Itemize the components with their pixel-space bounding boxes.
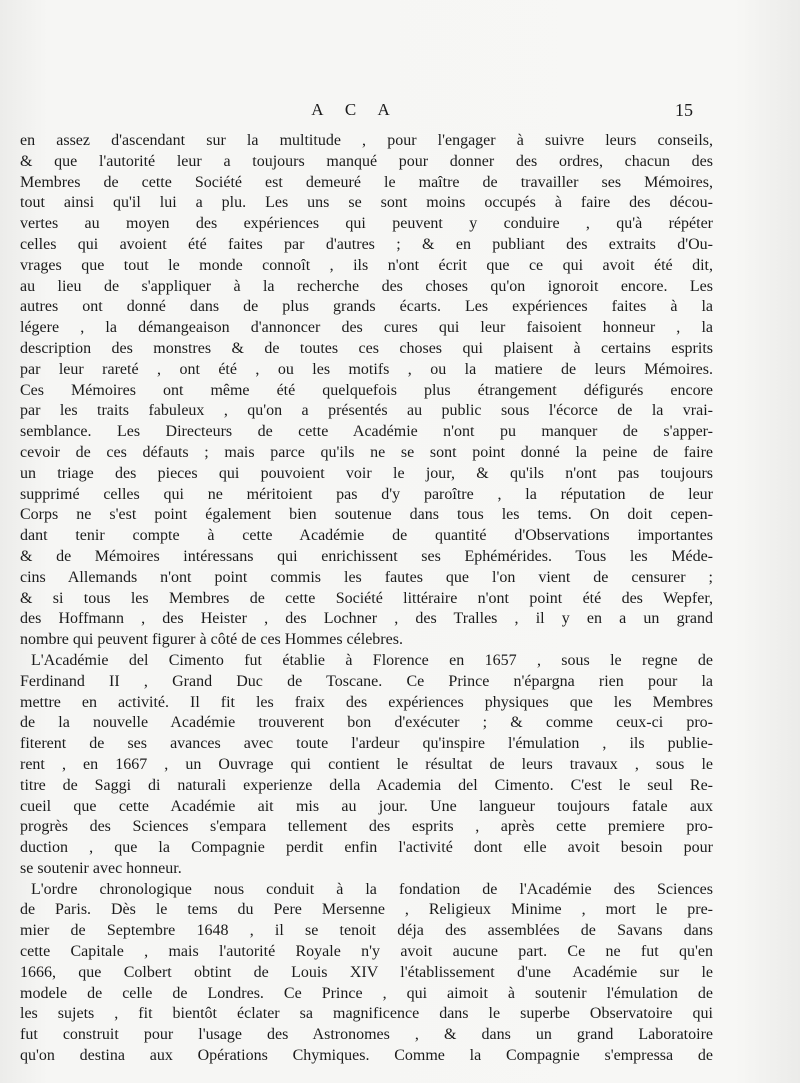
text-line: L'ordre chronologique nous conduit à la fondation de l'Académie des Sciences	[31, 880, 713, 898]
text-line: Membres de cette Société est demeuré le maître de travailler ses Mémoires,	[20, 173, 713, 191]
page-number: 15	[675, 100, 693, 120]
text-line: fiterent de ses avances avec toute l'ardeur qu'inspire l'émulation , ils publie-	[20, 735, 713, 753]
text-line: & que l'autorité leur a toujours manqué pour donner des ordres, chacun des	[20, 152, 713, 170]
text-line: mier de Septembre 1648 , il se tenoit déja des assemblées de Savans dans	[20, 922, 713, 940]
text-line: au lieu de s'appliquer à la recherche des choses qu'on ignoroit encore. Les	[20, 277, 713, 295]
text-line: 1666, que Colbert obtint de Louis XIV l'établissement d'une Académie sur le	[20, 963, 713, 981]
text-line: fut construit pour l'usage des Astronomes , & dans un grand Laboratoire	[20, 1026, 713, 1044]
text-line: par leur rareté , ont été , ou les motifs , ou la matiere de leurs Mémoires.	[20, 360, 713, 378]
text-line: progrès des Sciences s'empara tellement des esprits , après cette premiere pro-	[20, 818, 713, 836]
text-line: autres ont donné dans de plus grands écarts. Les expériences faites à la	[20, 298, 713, 316]
text-line: qu'on destina aux Opérations Chymiques. Comme la Compagnie s'empressa de	[20, 1047, 713, 1065]
text-line: Ces Mémoires ont même été quelquefois plus étrangement défigurés encore	[20, 381, 713, 399]
text-line: titre de Saggi di naturali experienze della Academia del Cimento. C'est le seul Re-	[20, 776, 713, 794]
text-line: des Hoffmann , des Heister , des Lochner , des Tralles , il y en a un grand	[20, 610, 713, 628]
text-line: modele de celle de Londres. Ce Prince , qui aimoit à soutenir l'émulation de	[20, 984, 713, 1002]
text-line: de la nouvelle Académie trouverent bon d'exécuter ; & comme ceux-ci pro-	[20, 714, 713, 732]
text-line: nombre qui peuvent figurer à côté de ces Hommes célebres.	[20, 631, 403, 649]
text-line: vertes au moyen des expériences qui peuvent y conduire , qu'à répéter	[20, 215, 713, 233]
text-line: dant tenir compte à cette Académie de quantité d'Observations importantes	[20, 527, 713, 545]
running-head: A C A	[311, 100, 399, 119]
text-line: celles qui avoient été faites par d'autres ; & en publiant des extraits d'Ou-	[20, 235, 713, 253]
text-line: supprimé celles qui ne méritoient pas d'y paroître , la réputation de leur	[20, 485, 713, 503]
text-line: duction , que la Compagnie perdit enfin l'activité dont elle avoit besoin pour	[20, 839, 713, 857]
text-line: vrages que tout le monde connoît , ils n'ont écrit que ce qui avoit été dit,	[20, 256, 713, 274]
text-line: semblance. Les Directeurs de cette Académie n'ont pu manquer de s'apper-	[20, 423, 713, 441]
text-line: en assez d'ascendant sur la multitude , pour l'engager à suivre leurs conseils,	[20, 132, 713, 149]
text-line: L'Académie del Cimento fut établie à Florence en 1657 , sous le regne de	[31, 651, 713, 669]
text-line: Ferdinand II , Grand Duc de Toscane. Ce Prince n'épargna rien pour la	[20, 672, 713, 690]
text-line: par les traits fabuleux , qu'on a présentés au public sous l'écorce de la vrai-	[20, 402, 713, 420]
text-line: cueil que cette Académie ait mis au jour. Une langueur toujours fatale aux	[20, 797, 713, 815]
text-line: mettre en activité. Il fit les fraix des expériences physiques que les Membres	[20, 693, 713, 711]
text-line: description des monstres & de toutes ces choses qui plaisent à certains esprits	[20, 339, 713, 357]
text-line: les sujets , fit bientôt éclater sa magnificence dans le superbe Observatoire qui	[20, 1005, 713, 1023]
text-line: de Paris. Dès le tems du Pere Mersenne , Religieux Minime , mort le pre-	[20, 901, 713, 919]
text-line: Corps ne s'est point également bien soutenue dans tous les tems. On doit cepen-	[20, 506, 713, 524]
text-line: cins Allemands n'ont point commis les fautes que l'on vient de censurer ;	[20, 568, 713, 586]
text-line: tout ainsi qu'il lui a plu. Les uns se sont moins occupés à faire des décou-	[20, 194, 713, 212]
text-line: rent , en 1667 , un Ouvrage qui contient le résultat de leurs travaux , sous le	[20, 755, 713, 773]
text-line: cette Capitale , mais l'autorité Royale n'y avoit aucune part. Ce ne fut qu'en	[20, 943, 713, 961]
text-line: & de Mémoires intéressans qui enrichissent ses Ephémérides. Tous les Méde-	[20, 547, 713, 565]
text-line: un triage des pieces qui pouvoient voir le jour, & qu'ils n'ont pas toujours	[20, 464, 713, 482]
text-line: & si tous les Membres de cette Société littéraire n'ont point été des Wepfer,	[20, 589, 713, 607]
body-text	[20, 131, 713, 1067]
text-line: légere , la démangeaison d'annoncer des cures qui leur faisoient honneur , la	[20, 319, 713, 337]
text-line: se soutenir avec honneur.	[20, 859, 182, 877]
text-line: cevoir de ces défauts ; mais parce qu'ils ne se sont point donné la peine de faire	[20, 443, 713, 461]
